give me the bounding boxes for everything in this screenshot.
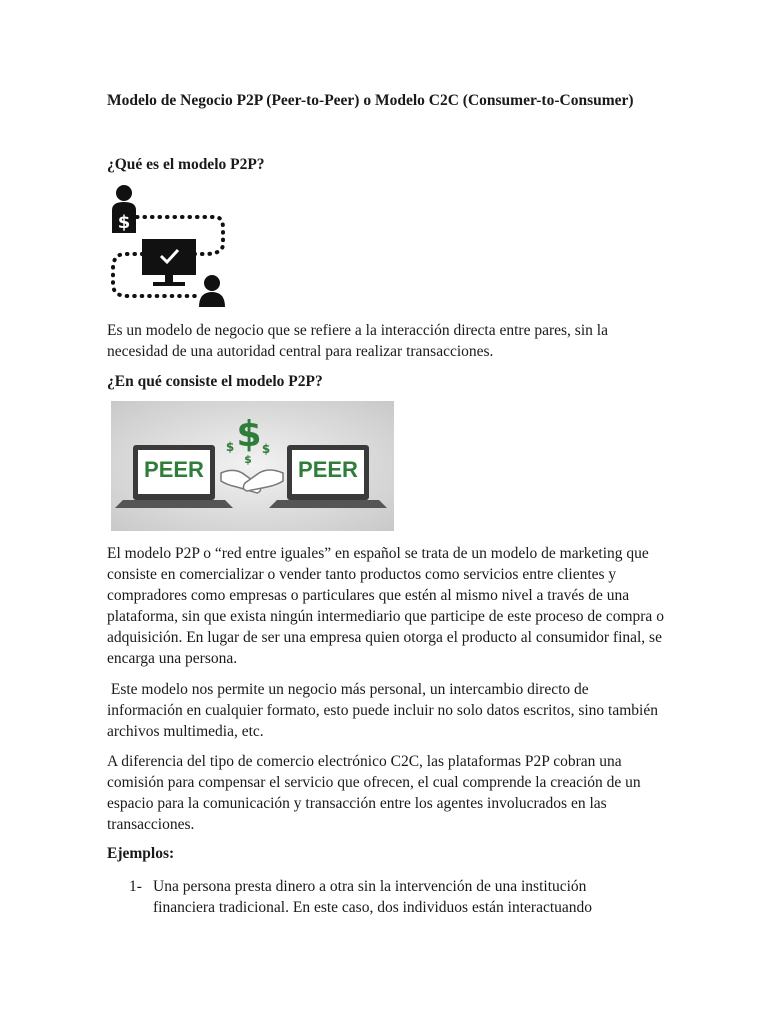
- section-heading-what-is: ¿Qué es el modelo P2P?: [107, 156, 265, 173]
- list-item-text: Una persona presta dinero a otra sin la intervención de una institución financiera tradicional. En este caso, dos individuos están interactuando: [153, 878, 593, 916]
- body-paragraph-3: A diferencia del tipo de comercio electrónico C2C, las plataformas P2P cobran una comisión para compensar el servicio que ofrecen, el cual comprende la creación de un espacio para la comunicación y transacción entre los agentes involucrados en las transacciones.: [107, 753, 641, 833]
- peer-to-peer-illustration: [111, 401, 394, 531]
- body-paragraph-2: Este modelo nos permite un negocio más personal, un intercambio directo de información en cualquier formato, esto puede incluir no solo datos escritos, sino también archivos multimedia, etc.: [107, 681, 662, 740]
- list-item-number: 1-: [129, 878, 142, 895]
- examples-heading: Ejemplos:: [107, 845, 175, 862]
- peer-label-right: PEER: [298, 457, 358, 482]
- svg-text:$: $: [261, 442, 271, 456]
- document-title: Modelo de Negocio P2P (Peer-to-Peer) o Modelo C2C (Consumer-to-Consumer): [107, 92, 634, 109]
- section1-paragraph: Es un modelo de negocio que se refiere a la interacción directa entre pares, sin la necesidad de una autoridad central para realizar transacciones.: [107, 322, 608, 360]
- svg-text:$: $: [244, 453, 252, 466]
- svg-text:$: $: [117, 212, 131, 233]
- peer-label-left: PEER: [144, 457, 204, 482]
- p2p-network-icon: [105, 184, 230, 309]
- section-heading-consists: ¿En qué consiste el modelo P2P?: [107, 373, 323, 390]
- svg-text:$: $: [236, 414, 262, 455]
- svg-text:$: $: [225, 440, 235, 454]
- body-paragraph-1: El modelo P2P o “red entre iguales” en español se trata de un modelo de marketing que consiste en comercializar o vender tanto productos como servicios entre clientes y compradores como empresas o particulares que estén al mismo nivel a través de una plataforma, sin que exista ningún intermediario que participe de este proceso de compra o adquisición. En lugar de ser una empresa quien otorga el producto al consumidor final, se encarga una persona.: [107, 545, 664, 667]
